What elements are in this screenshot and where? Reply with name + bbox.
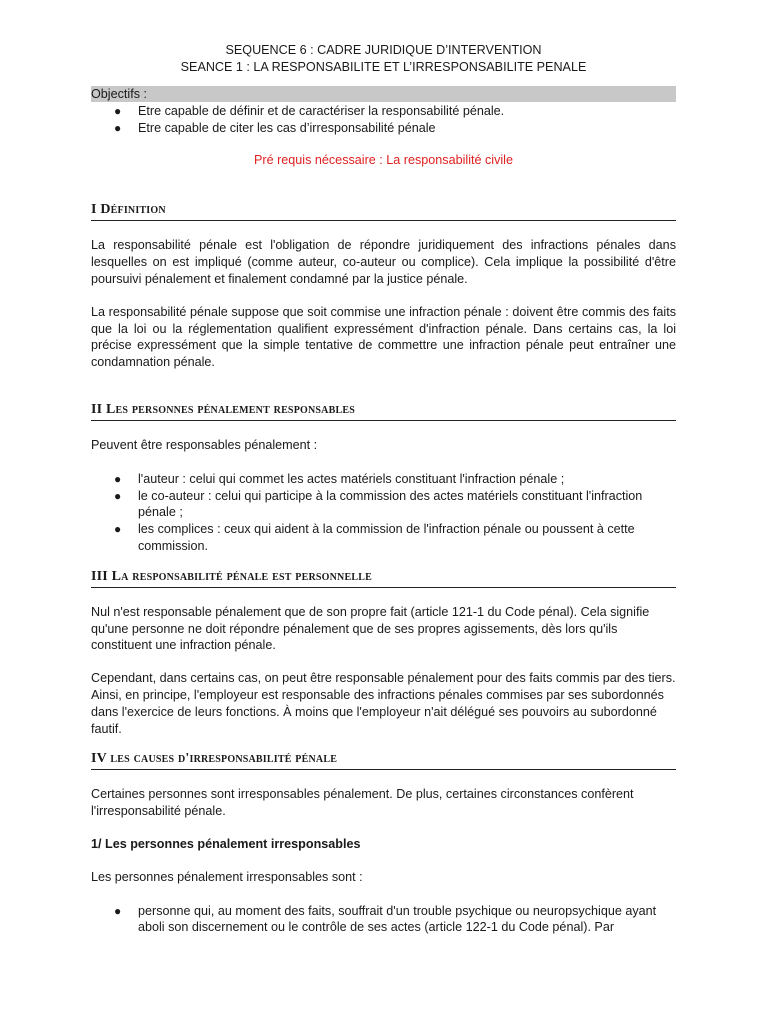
list-item: ● Etre capable de définir et de caractériser la responsabilité pénale.	[114, 104, 505, 118]
list-item: ● l'auteur : celui qui commet les actes matériels constituant l'infraction pénale ;	[114, 471, 565, 486]
definition-paragraph-2: La responsabilité pénale suppose que soit commise une infraction pénale : doivent être commis des faits que la loi ou la réglementation qualifient expressément d'infraction pénale. Dans certains cas, la loi précise expressément que la simple tentative de commettre une infraction pénale peut entraîner une condamnation pénale.	[91, 304, 676, 370]
prerequisite-note: Pré requis nécessaire : La responsabilité civile	[253, 152, 513, 167]
objectives-label: Objectifs :	[91, 86, 676, 102]
document-page	[91, 42, 676, 936]
document-header	[91, 42, 676, 76]
personal-responsibility-paragraph-2: Cependant, dans certains cas, on peut être responsable pénalement pour des faits commis par des tiers. Ainsi, en principe, l'employeur est responsable des infractions pénales commises par ses subordonnés dans l'exercice de leurs fonctions. À moins que l'employeur n'ait délégué ses pouvoirs au subordonné fautif.	[91, 671, 676, 736]
section-title-personal-responsibility: III La responsabilité pénale est personnelle	[91, 568, 676, 588]
bullet-icon: ●	[114, 522, 122, 537]
bullet-icon: ●	[114, 104, 122, 118]
responsible-persons-list	[91, 471, 676, 555]
list-item: ● Etre capable de citer les cas d’irresponsabilité pénale	[114, 120, 436, 135]
list-item: ● personne qui, au moment des faits, souffrait d'un trouble psychique ou neuropsychique ayant aboli son discernement ou le contrôle de ses actes (article 122-1 du Code pénal). Par	[114, 903, 657, 935]
irresponsible-persons-list	[91, 903, 676, 937]
bullet-icon: ●	[114, 488, 122, 503]
bullet-icon: ●	[114, 120, 122, 135]
sequence-title: SEQUENCE 6 : CADRE JURIDIQUE D’INTERVENTION	[225, 43, 542, 57]
responsible-persons-intro: Peuvent être responsables pénalement :	[91, 437, 318, 452]
subsection-title: 1/ Les personnes pénalement irresponsables	[91, 836, 361, 851]
list-item: ● le co-auteur : celui qui participe à la commission des actes matériels constituant l'infraction pénale ;	[114, 488, 643, 520]
subsection-intro: Les personnes pénalement irresponsables sont :	[91, 869, 363, 884]
definition-paragraph-1: La responsabilité pénale est l'obligation de répondre juridiquement des infractions pénales dans lesquelles on est impliqué (comme auteur, co-auteur ou complice). Cela implique la possibilité d'être poursuivi pénalement et finalement condamné par la justice pénale.	[91, 238, 676, 286]
session-title: SEANCE 1 : LA RESPONSABILITE ET L’IRRESPONSABILITE PENALE	[180, 60, 587, 74]
bullet-icon: ●	[114, 903, 122, 918]
bullet-icon: ●	[114, 471, 122, 486]
section-title-irresponsibility-causes: IV les causes d'irresponsabilité pénale	[91, 750, 676, 770]
objectives-list	[91, 103, 676, 137]
personal-responsibility-paragraph-1: Nul n'est responsable pénalement que de son propre fait (article 121-1 du Code pénal). Cela signifie qu'une personne ne doit répondre pénalement que de ses propres agissements, dès lors qu'ils constituent une infraction pénale.	[91, 604, 650, 653]
section-title-definition: I Définition	[91, 201, 676, 221]
irresponsibility-intro: Certaines personnes sont irresponsables pénalement. De plus, certaines circonstances confèrent l'irresponsabilité pénale.	[91, 787, 634, 819]
list-item: ● les complices : ceux qui aident à la commission de l'infraction pénale ou poussent à cette commission.	[114, 522, 635, 553]
section-title-responsible-persons: II Les personnes pénalement responsables	[91, 401, 676, 421]
